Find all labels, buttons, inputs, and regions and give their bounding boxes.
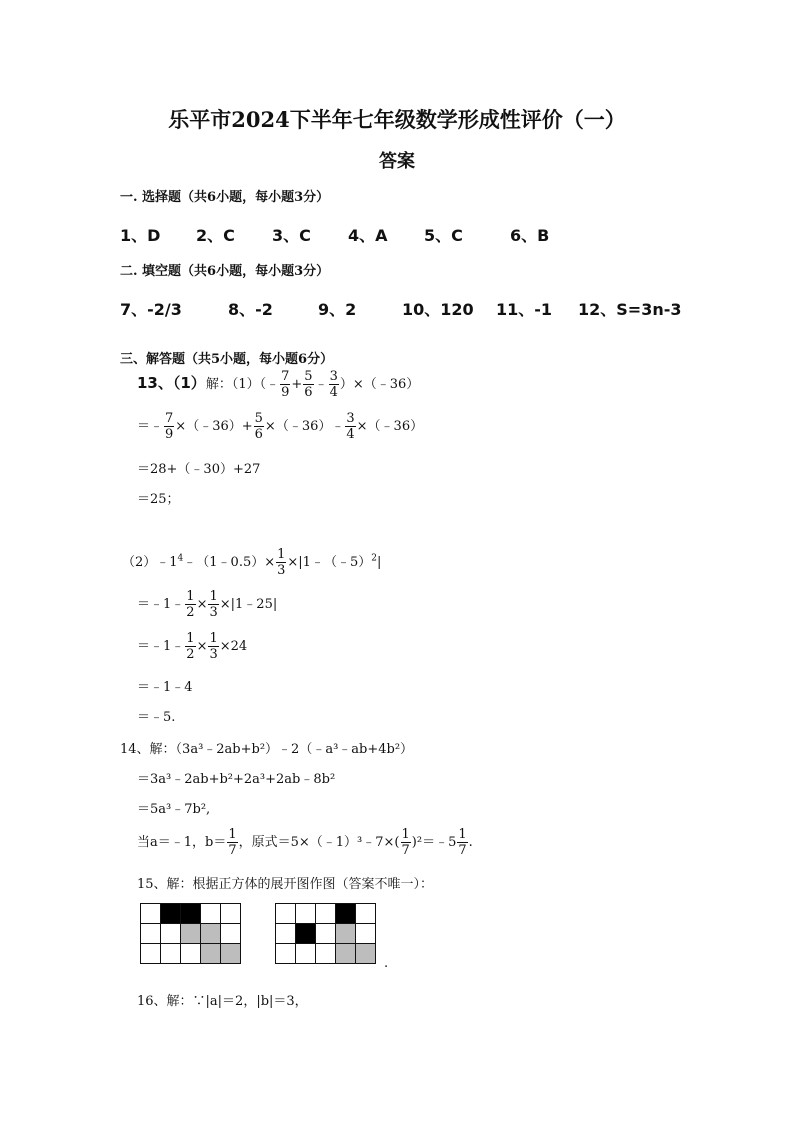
net-row xyxy=(141,944,241,964)
answer-11: 11、-1 xyxy=(496,300,553,319)
fraction: $\frac{1}{3}$ xyxy=(277,547,286,578)
net-cell xyxy=(181,924,201,944)
q13-line3: ＝28+（﹣30）+27 xyxy=(137,462,261,477)
q16-text: 16、解：∵|a|＝2，|b|＝3， xyxy=(137,994,308,1009)
net-cell xyxy=(276,944,296,964)
fraction: $\frac{7}{9}$ xyxy=(165,411,174,442)
q14-line4: 当a＝﹣1，b＝ $\frac{1}{7}$ ，原式＝5×（﹣1）³﹣7×( $\frac{1}{7}$ )²＝﹣5 $\frac{1}{7}$ . xyxy=(137,827,473,858)
fraction: $\frac{1}{2}$ xyxy=(186,631,195,662)
answer-7: 7、-2/3 xyxy=(120,300,182,319)
net-cell xyxy=(316,904,336,924)
net-cell xyxy=(201,944,221,964)
net-row xyxy=(141,924,241,944)
q13b-line2: ＝﹣1﹣ $\frac{1}{2}$ × $\frac{1}{3}$ ×|1﹣25| xyxy=(137,589,278,620)
fraction: $\frac{3}{4}$ xyxy=(329,369,338,400)
q14-line2: ＝3a³﹣2ab+b²+2a³+2ab﹣8b² xyxy=(137,772,336,787)
net-cell xyxy=(276,904,296,924)
net-row xyxy=(276,944,376,964)
q13b-line1: $(2)﹣1^4﹣(1﹣0.5)\times$ $\frac{1}{3}$ ×|1﹣（﹣5）$^2$| xyxy=(122,547,382,578)
cube-net-2 xyxy=(275,903,376,964)
answer-1: 1、D xyxy=(120,226,161,245)
fraction: $\frac{5}{6}$ xyxy=(254,411,263,442)
net-cell xyxy=(221,904,241,924)
net-cell xyxy=(161,904,181,924)
net-cell xyxy=(276,924,296,944)
net-cell xyxy=(141,944,161,964)
net-cell xyxy=(201,904,221,924)
net-row xyxy=(276,924,376,944)
fraction: $\frac{1}{2}$ xyxy=(186,589,195,620)
section2-heading: 二. 填空题（共6小题，每小题3分） xyxy=(120,264,330,279)
net-cell xyxy=(296,924,316,944)
net-cell xyxy=(141,924,161,944)
q15-period: . xyxy=(384,956,389,971)
q13-line2: ＝﹣ $\frac{7}{9}$ ×（﹣36）+ $\frac{5}{6}$ ×（﹣36）﹣ $\frac{3}{4}$ ×（﹣36） xyxy=(137,411,424,442)
answer-6: 6、B xyxy=(510,226,550,245)
net-row xyxy=(141,904,241,924)
q13-line1: 13、（1）解：（1）（﹣ $\frac{7}{9}$ + $\frac{5}{6}$ ﹣ $\frac{3}{4}$ ）×（﹣36） xyxy=(137,369,420,400)
fraction: $\frac{1}{7}$ xyxy=(228,827,237,858)
net-cell xyxy=(336,944,356,964)
q13-label: 13、（1） xyxy=(137,374,206,392)
net-cell xyxy=(181,944,201,964)
net-cell xyxy=(296,904,316,924)
section1-heading: 一. 选择题（共6小题，每小题3分） xyxy=(120,190,330,205)
fraction: $\frac{5}{6}$ xyxy=(304,369,313,400)
answer-2: 2、C xyxy=(196,226,235,245)
section3-heading: 三、解答题（共5小题，每小题6分） xyxy=(120,352,334,367)
net-cell xyxy=(141,904,161,924)
answer-8: 8、-2 xyxy=(228,300,273,319)
net-cell xyxy=(221,944,241,964)
q13b-line4: ＝﹣1﹣4 xyxy=(137,680,193,695)
net-row xyxy=(276,904,376,924)
page-subtitle: 答案 xyxy=(379,151,415,172)
net-cell xyxy=(161,924,181,944)
answer-9: 9、2 xyxy=(318,300,357,319)
net-cell xyxy=(336,924,356,944)
answer-12: 12、S=3n-3 xyxy=(578,300,682,319)
answer-5: 5、C xyxy=(424,226,463,245)
fraction: $\frac{1}{7}$ xyxy=(401,827,410,858)
net-cell xyxy=(316,924,336,944)
page-title: 乐平市2024下半年七年级数学形成性评价（一） xyxy=(168,107,626,132)
net-cell xyxy=(336,904,356,924)
q13b-line3: ＝﹣1﹣ $\frac{1}{2}$ × $\frac{1}{3}$ ×24 xyxy=(137,631,248,662)
net-cell xyxy=(356,924,376,944)
fraction: $\frac{1}{3}$ xyxy=(209,589,218,620)
net-cell xyxy=(356,944,376,964)
net-cell xyxy=(201,924,221,944)
net-cell xyxy=(161,944,181,964)
fraction: $\frac{1}{7}$ xyxy=(458,827,467,858)
q14-line3: ＝5a³﹣7b², xyxy=(137,802,211,817)
q13-line4: ＝25； xyxy=(137,492,180,507)
fraction: $\frac{7}{9}$ xyxy=(281,369,290,400)
q15-text: 15、解：根据正方体的展开图作图（答案不唯一）： xyxy=(137,877,434,892)
answer-4: 4、A xyxy=(348,226,388,245)
net-cell xyxy=(296,944,316,964)
net-cell xyxy=(181,904,201,924)
q13b-line5: ＝﹣5. xyxy=(137,710,176,725)
answer-10: 10、120 xyxy=(402,300,474,319)
answer-3: 3、C xyxy=(272,226,311,245)
fraction: $\frac{3}{4}$ xyxy=(346,411,355,442)
fraction: $\frac{1}{3}$ xyxy=(209,631,218,662)
net-cell xyxy=(316,944,336,964)
cube-net-1 xyxy=(140,903,241,964)
net-cell xyxy=(221,924,241,944)
net-cell xyxy=(356,904,376,924)
q14-line1: 14、解：（3a³﹣2ab+b²）﹣2（﹣a³﹣ab+4b²） xyxy=(120,742,414,757)
